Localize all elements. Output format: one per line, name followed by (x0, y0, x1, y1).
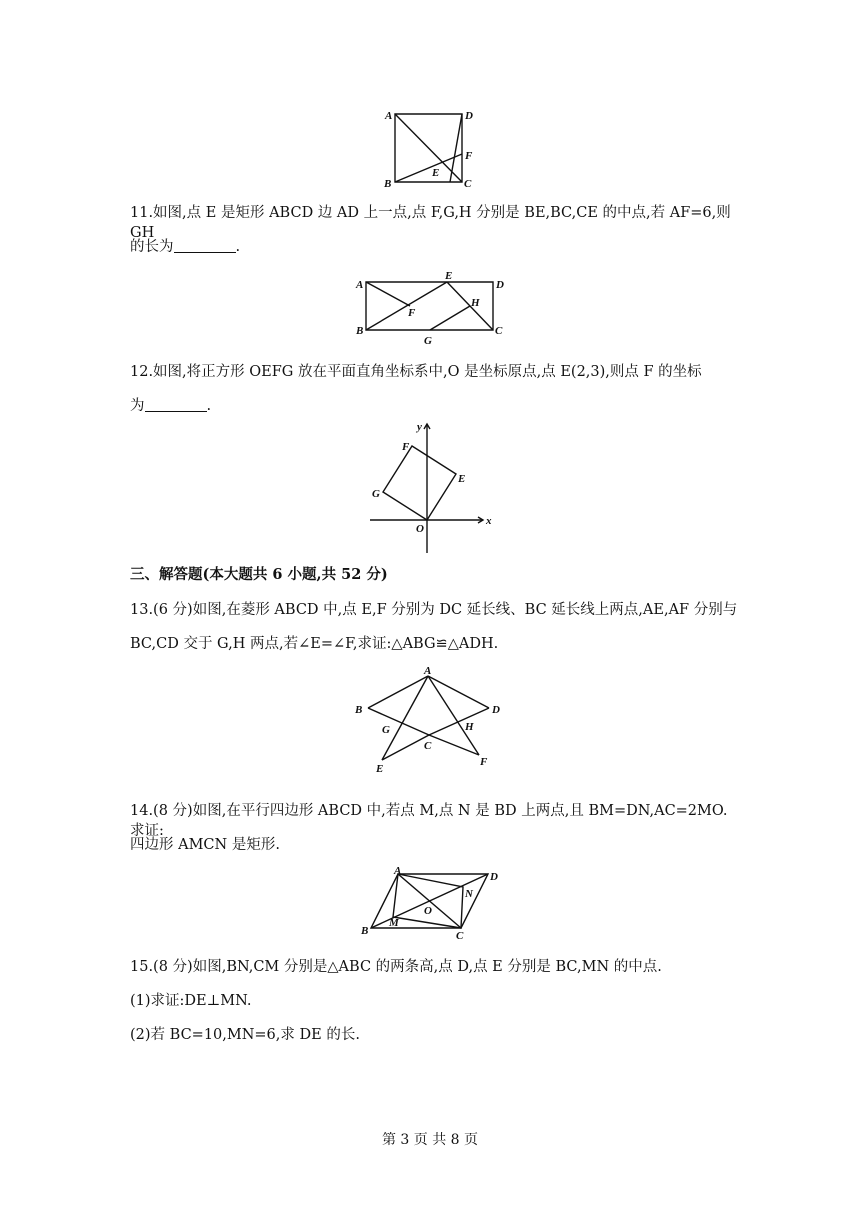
label-d: D (465, 110, 473, 122)
q14-label-n: N (465, 888, 473, 900)
q14-label-o: O (424, 905, 432, 917)
label-e: E (432, 167, 440, 179)
label-a: A (385, 110, 393, 122)
q11-label-c: C (495, 325, 503, 337)
q11-line2: 的长为 (130, 239, 174, 255)
q14-line2: 四边形 AMCN 是矩形. (130, 837, 280, 853)
q11-label-f: F (408, 307, 416, 319)
q15-part1: (1)求证:DE⊥MN. (130, 993, 252, 1009)
page-footer: 第 3 页 共 8 页 (381, 1132, 479, 1148)
q13-label-g: G (382, 724, 390, 736)
label-f: F (465, 150, 473, 162)
q15-line1: 15.(8 分)如图,BN,CM 分别是△ABC 的两条高,点 D,点 E 分别是 BC,MN 的中点. (130, 959, 662, 975)
q12-text-2 (130, 396, 740, 416)
q14-label-c: C (456, 930, 464, 942)
label-b: B (384, 178, 392, 190)
q13-line2: BC,CD 交于 G,H 两点,若∠E=∠F,求证:△ABG≌△ADH. (130, 636, 499, 652)
q15-text (130, 957, 740, 977)
q13-line1: 13.(6 分)如图,在菱形 ABCD 中,点 E,F 分别为 DC 延长线、BC 延长线上两点,AE,AF 分别与 (130, 602, 738, 618)
q12-text (130, 362, 740, 382)
q15-part2: (2)若 BC=10,MN=6,求 DE 的长. (130, 1027, 360, 1043)
q14-label-d: D (490, 871, 498, 883)
q13-text-2 (130, 634, 740, 654)
q11-line1: 11.如图,点 E 是矩形 ABCD 边 AD 上一点,点 F,G,H 分别是 BE,BC,CE 的中点,若 AF=6,则 GH (130, 205, 731, 241)
q11-label-d: D (496, 279, 504, 291)
q14-label-m: M (389, 917, 399, 929)
q11-line2-end: . (235, 239, 241, 255)
q13-label-d: D (492, 704, 500, 716)
label-c: C (464, 178, 472, 190)
q12-line1: 12.如图,将正方形 OEFG 放在平面直角坐标系中,O 是坐标原点,点 E(2,3),则点 F 的坐标 (130, 364, 702, 380)
q13-label-h: H (465, 721, 474, 733)
q12-label-g: G (372, 488, 380, 500)
q12-label-f: F (402, 441, 410, 453)
q12-label-e: E (458, 473, 466, 485)
q12-line2-end: . (206, 398, 212, 414)
q13-label-b: B (355, 704, 363, 716)
figure-q12-coordinate-square (365, 420, 495, 555)
q11-label-h: H (471, 297, 480, 309)
q12-line2: 为 (130, 398, 145, 414)
q14-label-a: A (394, 866, 402, 877)
q13-label-a: A (424, 665, 432, 677)
q14-label-b: B (361, 925, 369, 937)
q14-line1: 14.(8 分)如图,在平行四边形 ABCD 中,若点 M,点 N 是 BD 上两点,且 BM=DN,AC=2MO.求证: (130, 803, 728, 839)
q13-label-e: E (376, 763, 384, 774)
q12-label-o: O (416, 523, 424, 535)
q13-text (130, 600, 740, 620)
q11-label-g: G (424, 335, 432, 347)
figure-q13-rhombus (352, 662, 512, 774)
q11-text-2 (130, 237, 740, 257)
q14-text-2 (130, 835, 740, 855)
q12-label-y: y (417, 421, 422, 433)
q12-label-x: x (486, 515, 492, 527)
figure-square-abcd (380, 104, 480, 194)
q13-label-f: F (480, 756, 488, 768)
figure-q14-parallelogram (358, 866, 518, 942)
q11-label-b: B (356, 325, 364, 337)
q13-label-c: C (424, 740, 432, 752)
figure-q11-rectangle (350, 268, 515, 348)
q11-answer-blank[interactable] (174, 238, 236, 253)
q12-answer-blank[interactable] (145, 397, 207, 412)
q11-label-a: A (356, 279, 364, 291)
q11-label-e: E (445, 270, 453, 282)
section3-title: 三、解答题(本大题共 6 小题,共 52 分) (130, 566, 388, 583)
